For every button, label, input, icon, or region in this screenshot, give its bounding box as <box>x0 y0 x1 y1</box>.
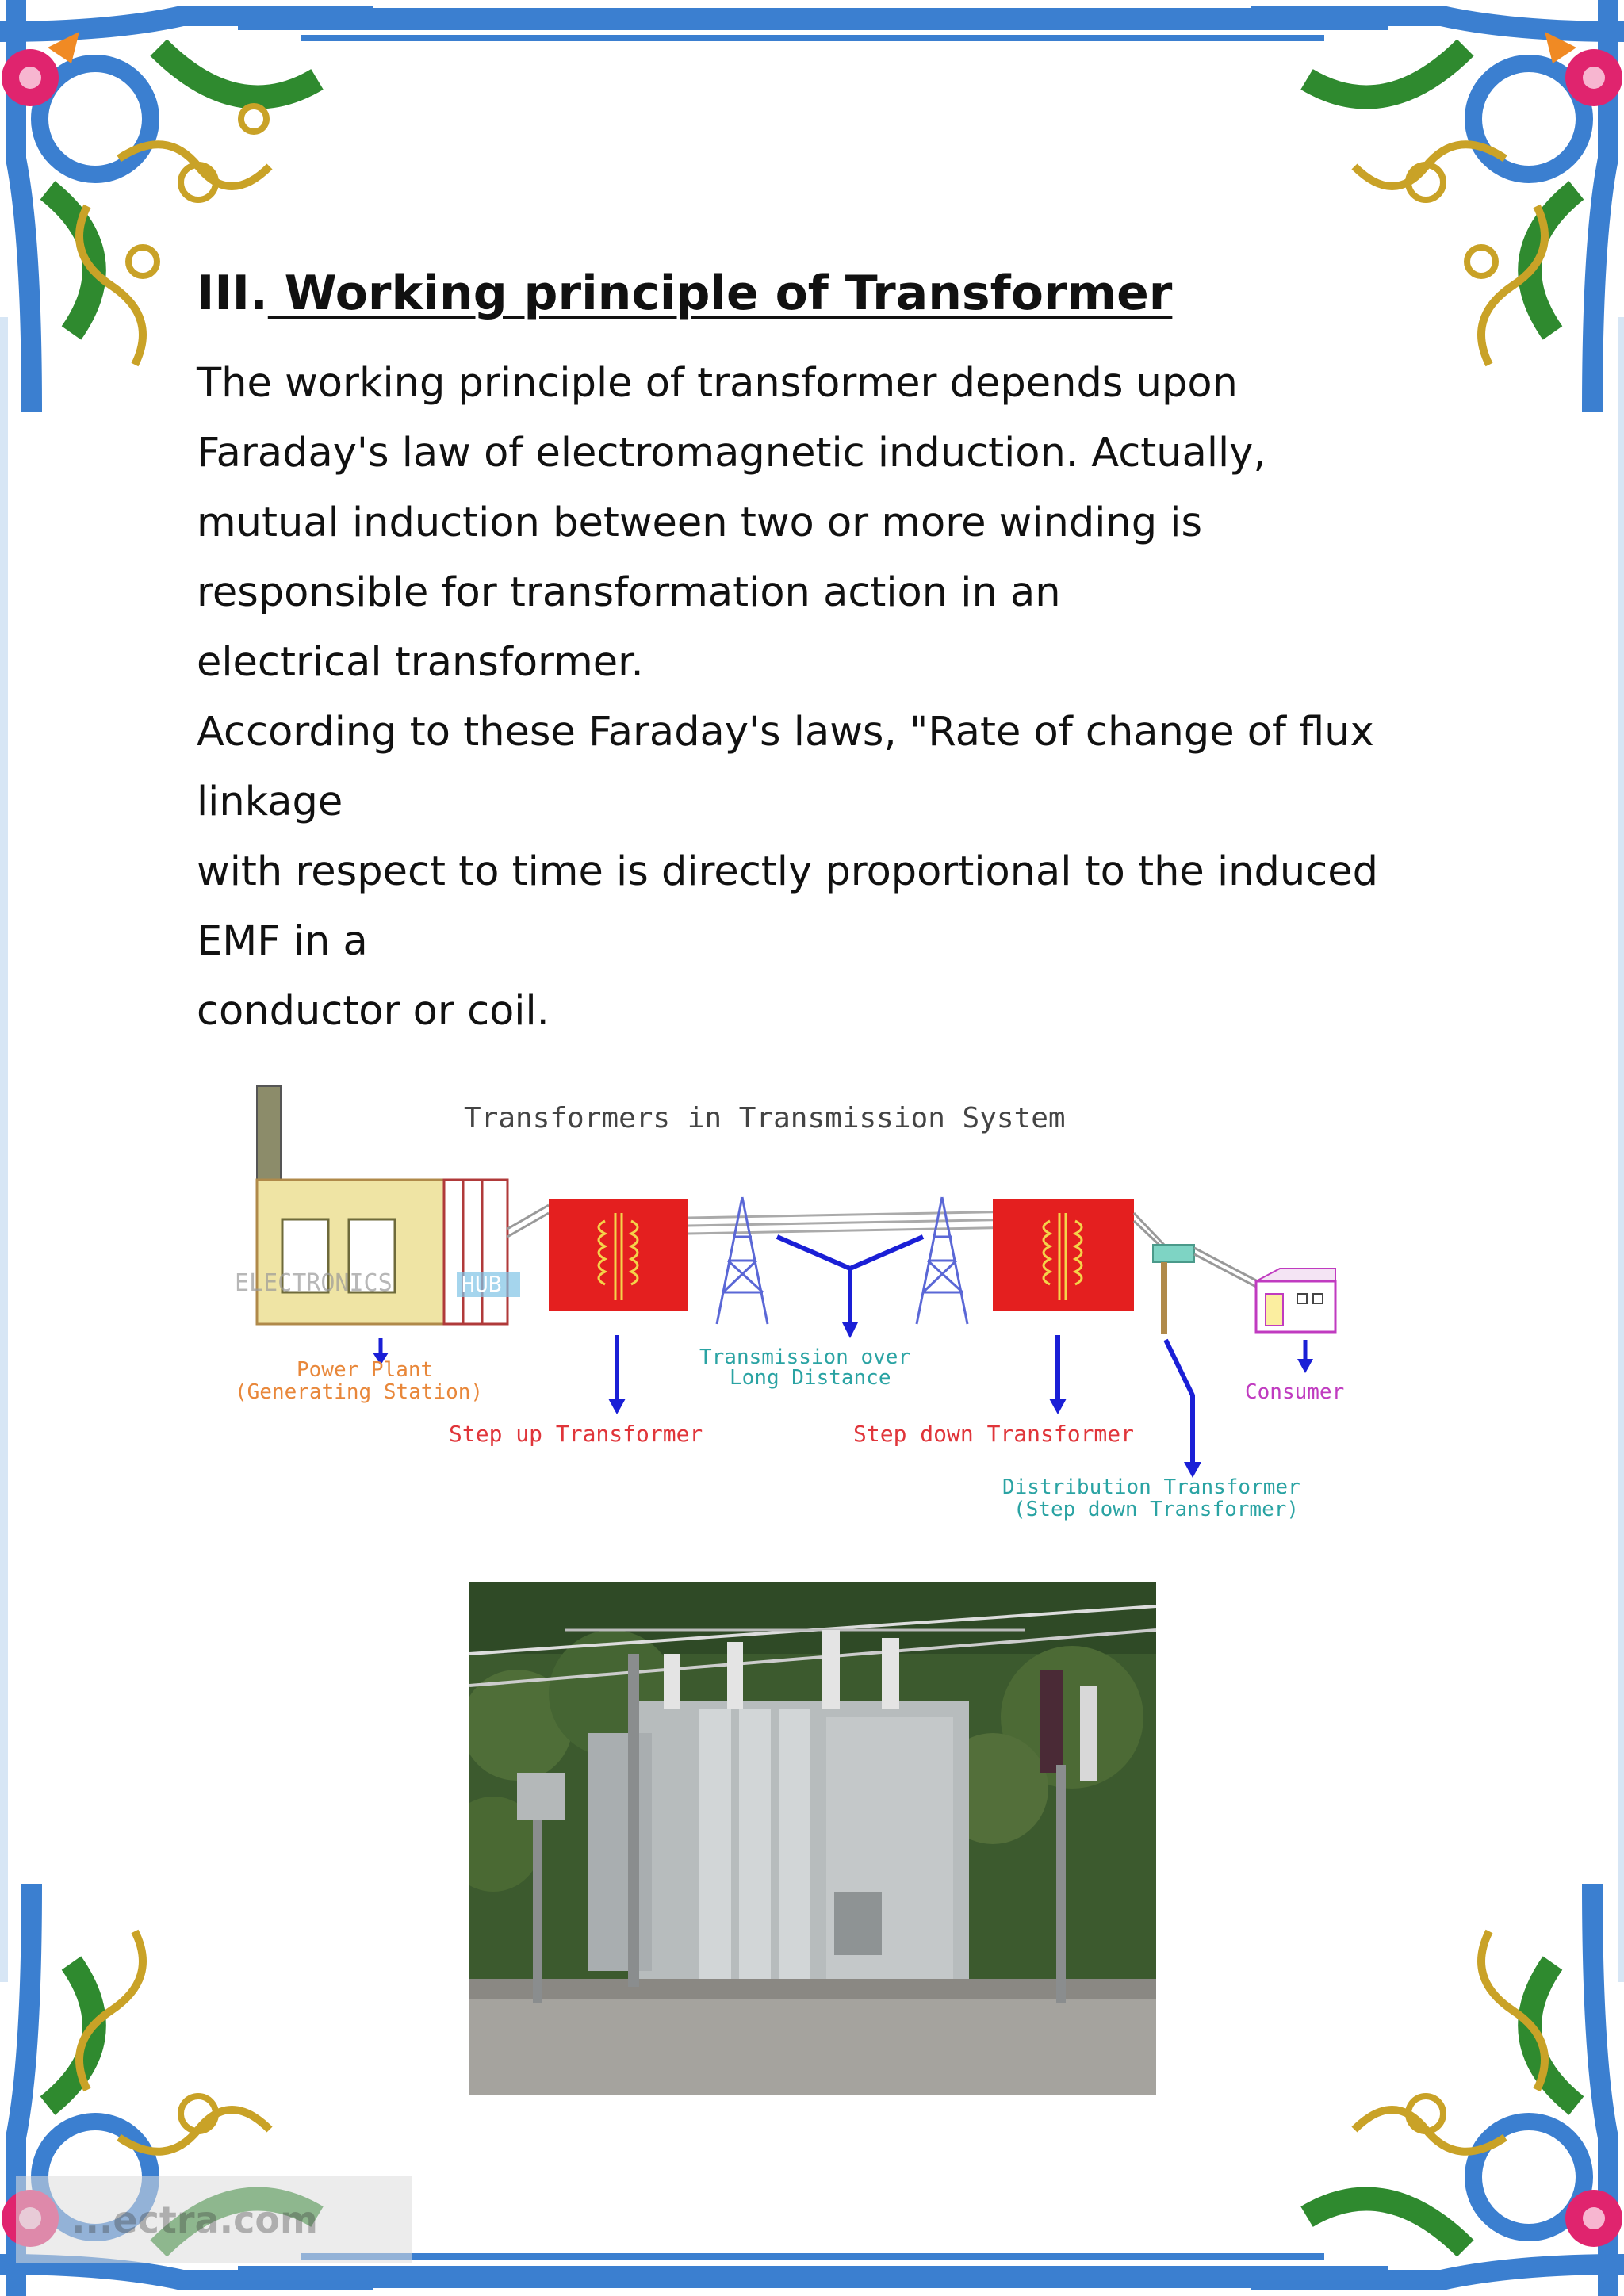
distribution-pole-icon <box>1153 1245 1194 1334</box>
paragraph-line: According to these Faraday's laws, "Rate of change of flux <box>197 709 1374 756</box>
paragraph-line: EMF in a <box>197 918 368 965</box>
arrow-down-icon <box>1049 1335 1067 1414</box>
diagram-watermark-badge-text: HUB <box>462 1271 502 1297</box>
page-border-top-inner <box>301 35 1324 41</box>
label-consumer: Consumer <box>1245 1380 1345 1404</box>
paragraph-line: electrical transformer. <box>197 639 644 686</box>
section-number: III. <box>197 266 268 321</box>
paragraph-line: Faraday's law of electromagnetic induction. Actually, <box>197 430 1266 476</box>
label-distribution: Distribution Transformer <box>1002 1475 1300 1499</box>
paragraph-line: conductor or coil. <box>197 988 550 1035</box>
transmission-line <box>688 1227 1021 1234</box>
section-title: Working principle of Transformer <box>267 266 1173 321</box>
wire <box>1194 1248 1258 1281</box>
paragraph-line: responsible for transformation action in an <box>197 569 1061 616</box>
page-border-bottom-inner <box>301 2253 1324 2260</box>
wire <box>1194 1254 1258 1288</box>
label-power-plant-sub: (Generating Station) <box>235 1380 484 1404</box>
principle-paragraph <box>197 349 1434 1047</box>
paragraph-line: linkage <box>197 779 343 825</box>
label-transmission-sub: Long Distance <box>730 1366 891 1390</box>
consumer-house-icon <box>1256 1269 1335 1332</box>
page-border-right <box>1618 317 1624 1982</box>
paragraph-line: The working principle of transformer depends upon <box>197 360 1238 407</box>
label-transmission: Transmission over <box>699 1345 911 1369</box>
arrow-down-icon <box>608 1335 626 1414</box>
label-step-up: Step up Transformer <box>449 1421 703 1447</box>
page-border-top <box>238 8 1388 30</box>
transformer-substation-photo <box>469 1582 1156 2095</box>
section-heading <box>197 266 1172 321</box>
page-border-left <box>0 317 8 1982</box>
ornament-corner-bottom-right <box>1251 1884 1624 2296</box>
transmission-tower-icon <box>917 1197 967 1324</box>
wire <box>1134 1213 1164 1245</box>
page-border-bottom <box>238 2266 1388 2288</box>
arrow-down-icon <box>1297 1340 1313 1373</box>
paragraph-line: mutual induction between two or more winding is <box>197 499 1203 546</box>
transmission-arrow <box>777 1237 923 1338</box>
label-power-plant: Power Plant <box>297 1358 434 1382</box>
arrow-down-icon <box>1166 1340 1201 1478</box>
paragraph-line: with respect to time is directly proportional to the induced <box>197 848 1378 895</box>
label-step-down: Step down Transformer <box>853 1421 1135 1447</box>
diagram-watermark: ELECTRONICS <box>235 1269 393 1297</box>
step-down-transformer-icon <box>993 1199 1134 1311</box>
transmission-system-diagram <box>228 1078 1396 1538</box>
label-distribution-sub: (Step down Transformer) <box>1013 1498 1300 1521</box>
step-up-transformer-icon <box>549 1199 688 1311</box>
diagram-title: Transformers in Transmission System <box>464 1102 1066 1135</box>
source-watermark: ...ectra.com <box>16 2176 412 2263</box>
